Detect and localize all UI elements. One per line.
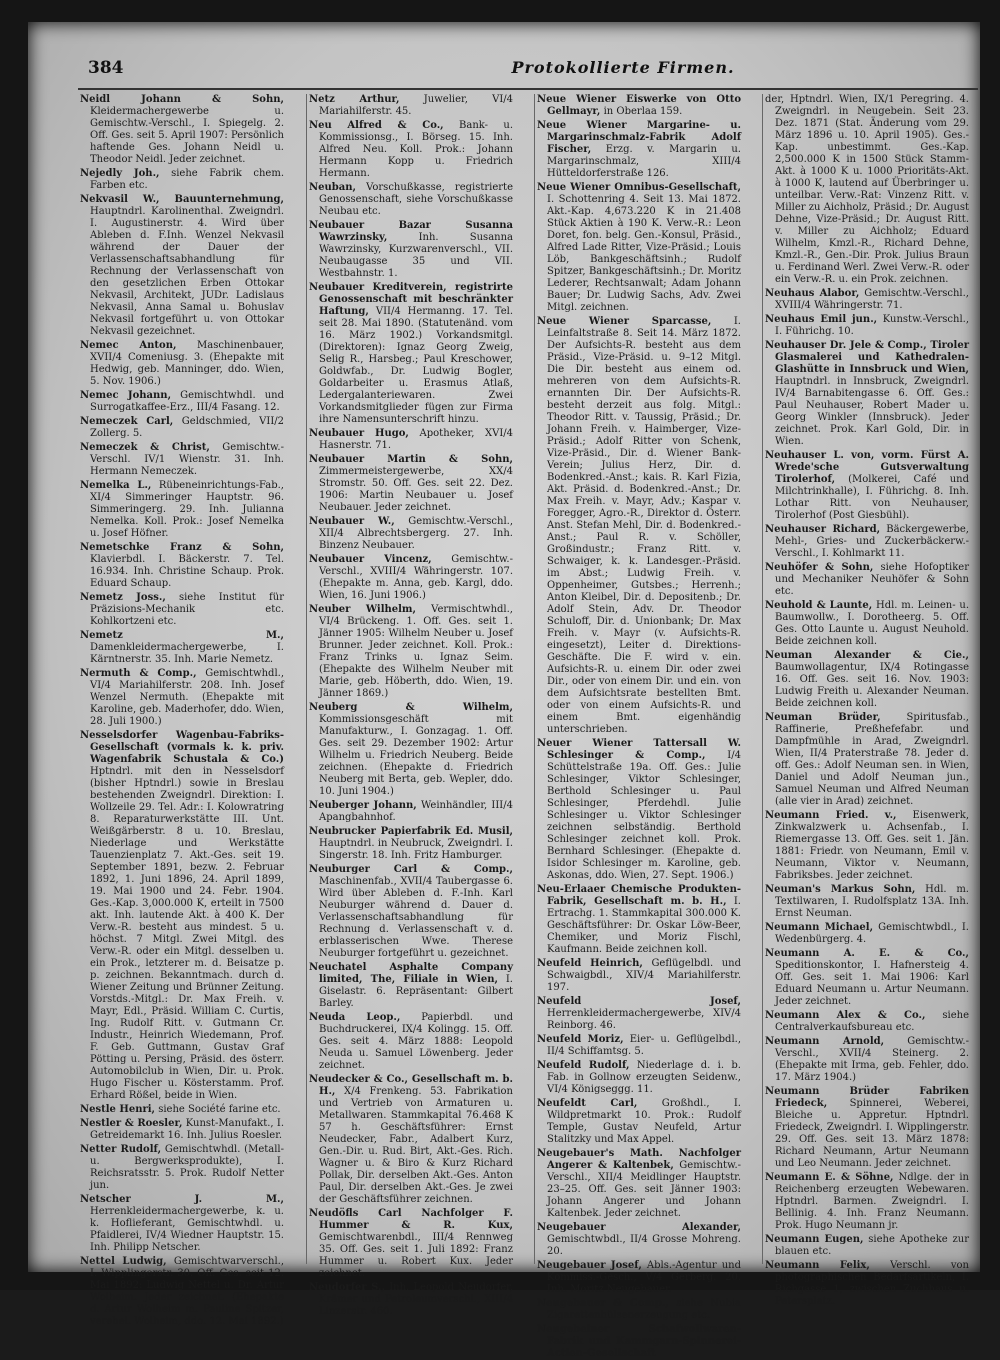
column-2: [306, 94, 517, 1317]
firm-details: Gemischtw.-Verschl. IV/1 Wienstr. 31. Inh. Hermann Nemeczek.: [90, 442, 284, 477]
directory-entry: [763, 948, 973, 1008]
firm-name: Neuban,: [309, 182, 356, 193]
firm-details: Maschinenbauer, XVII/4 Comeniusg. 3. (Ehepakte mit Hedwig, geb. Manninger, ddo. Wien, 5. Nov. 1906.): [90, 340, 284, 387]
firm-details: Gemischtw.-Verschl., XII/4 Albrechtsbergerg. 27. Inh. Binzenz Neubauer.: [319, 516, 513, 551]
directory-entry: [78, 194, 288, 338]
directory-entry: [763, 94, 973, 286]
directory-entry: [307, 1282, 517, 1318]
directory-entry: [307, 182, 517, 218]
directory-entry: [763, 884, 973, 920]
directory-entry: [78, 630, 288, 666]
firm-details: siehe Nubia Zigarettenhülsenerzeugung etc.: [547, 1298, 741, 1321]
column-1: [78, 94, 288, 1327]
firm-name: Neuhauser L. von, vorm. Fürst A. Wrede'sche Gutsverwaltung Tirolerhof,: [765, 450, 969, 485]
directory-entry: [763, 340, 973, 448]
directory-entry: [307, 516, 517, 552]
directory-entry: [535, 316, 745, 736]
firm-details: Gemischtwhdl. und Surrogatkaffee-Erz., III/4 Fasang. 12.: [90, 390, 284, 413]
firm-details: Speditionskontor, I. Hafnersteig 4. Off. Ges. seit 1. Mai 1906: Karl Eduard Neumann u. Artur Neumann. Jeder zeichnet.: [775, 960, 969, 1007]
firm-name: Neufeld Moriz,: [537, 1034, 624, 1045]
firm-name: Neufeld Heinrich,: [537, 958, 643, 969]
firm-name: Neu Alfred & Co.,: [309, 120, 444, 131]
firm-details: Herrenkleidermachergewerbe, k. u. k. Hoflieferant, Gemischtwhdl. u. Pfaidlerei, IV/4 Wiedner Hauptstr. 15. Inh. Philipp Netscher.: [90, 1206, 284, 1253]
directory-entry: [535, 996, 745, 1032]
directory-entry: [535, 1260, 745, 1296]
directory-entry: [535, 1148, 745, 1220]
firm-name: Neue Wiener Omnibus-Gesellschaft,: [537, 182, 741, 193]
directory-entry: [78, 668, 288, 728]
firm-name: Neumann A. E. & Co.,: [765, 948, 969, 959]
firm-details: Hauptndrl. in Neubruck, Zweigndrl. I. Singerstr. 18. Inh. Fritz Hamburger.: [319, 838, 513, 861]
firm-name: Neubauer W.,: [309, 516, 395, 527]
firm-details: siehe Hofoptiker und Mechaniker Neuhöfer & Sohn etc.: [775, 562, 969, 597]
firm-details: Kleidermachergewerbe u. Gemischtw.-Verschl., I. Spiegelg. 2. Off. Ges. seit 5. April 1907: Persönlich haftende Ges. Johann Neidl u. Theodor Neidl. Jeder zeichnet.: [90, 106, 284, 165]
column-4: [762, 94, 973, 1307]
firm-name: Neu-Erlaaer Chemische Produkten-Fabrik, Gesellschaft m. b. H.,: [537, 884, 741, 907]
firm-details: Vermischtwhdl., VI/4 Brückeng. 1. Off. Ges. seit 1. Jänner 1905: Wilhelm Neuber u. Josef Brunner. Jeder zeichnet. Koll. Prok.: Franz Trinks u. Ignaz Seim. (Ehepakte des Wilhelm Neuber mit Marie, geb. Höberth, ddo. Wien, 19. Jänner 1869.): [319, 604, 513, 699]
directory-entry: [763, 524, 973, 560]
firm-details: I/4 Schüttelstraße 19a. Off. Ges.: Julie Schlesinger, Viktor Schlesinger, Berthold Schlesinger u. Paul Schlesinger, Pferdehdl. Julie Schlesinger u. Viktor Schlesinger zeichnen selbständig. Berthold Schlesinger zeichnet koll. Prok. Bernhard Schlesinger. (Ehepakte d. Isidor Schlesinger m. Karoline, geb. Askonas, ddo. Wien, 27. Sept. 1906.): [547, 750, 741, 881]
firm-name: Neuberger Johann,: [309, 800, 417, 811]
firm-details: Gemischtwbdl., II/4 Grosse Mohreng. 20.: [547, 1234, 741, 1257]
firm-name: Nemeczek Carl,: [80, 416, 174, 427]
firm-details: Niederlage d. i. b. Fab. in Gollnow erzeugten Seidenw., VI/4 Königseggg. 11.: [547, 1060, 741, 1095]
firm-details: siehe Centralverkaufsbureau etc.: [775, 1010, 969, 1033]
page-header: [78, 48, 978, 90]
firm-details: Hdl. m. Leinen- u. Baumwollw., I. Dorotheerg. 5. Off. Ges. Otto Launte u. August Neuhold. Beide zeichnen koll.: [775, 600, 970, 647]
firm-name: Nemetschke Franz & Sohn,: [80, 542, 284, 553]
firm-name: Neidl Johann & Sohn,: [80, 94, 284, 105]
firm-details: in Oberlaa 159.: [603, 106, 683, 117]
directory-entry: [763, 1036, 973, 1084]
firm-details: Geldschmied, VII/2 Zollerg. 5.: [90, 416, 284, 439]
firm-name: Neumann Eugen,: [765, 1234, 864, 1245]
firm-name: Neugebauer & Comp.,: [537, 1298, 669, 1309]
directory-entry: [307, 864, 517, 960]
directory-entry: [535, 120, 745, 180]
firm-name: Neue Wiener Margarine- u. Margarinschmalz-Fabrik Adolf Fischer,: [537, 120, 741, 155]
directory-entry: [307, 826, 517, 862]
firm-name: Neuman Alexander & Cie.,: [765, 650, 969, 661]
firm-name: Netscher J. M.,: [80, 1194, 284, 1205]
firm-name: Neudöfls Carl Nachfolger F. Hummer & R. Kux,: [309, 1208, 513, 1231]
firm-name: Nesselsdorfer Wagenbau-Fabriks-Gesellschaft (vormals k. k. priv. Wagenfabrik Schustala & Co.): [80, 730, 284, 765]
firm-details: Bäckergewerbe, Mehl-, Gries- und Zuckerbäckerw.-Verschl., I. Kohlmarkt 11.: [775, 524, 969, 559]
directory-entry: [535, 958, 745, 994]
firm-details: siehe Apotheke zur blauen etc.: [775, 1234, 969, 1257]
directory-entry: [535, 94, 745, 118]
firm-details: Rübeneinrichtungs-Fab., XI/4 Simmeringer Hauptstr. 96. Simmeringerg. 29. Inh. Julianna Nemelka. Koll. Prok.: Josef Nemelka u. Josef Höfner.: [90, 480, 284, 539]
firm-name: Neuhaus Emil jun.,: [765, 314, 878, 325]
firm-details: I. Leinfaltstraße 8. Seit 14. März 1872. Der Aufsichts-R. besteht aus dem Präsid., Vize-Präsid. u. 9–12 Mitgl. Die Dir. besteht aus einem od. mehreren von dem Aufsichts-R. ernannten Dir. Der Aufsichts-R. besteht derzeit aus folg. Mitgl.: Theodor Ritt. v. Taussig, Präsid.; Dr. Johann Freih. v. Haimberger, Vize-Präsid.; Adolf Ritter von Schenk, Vize-Präsid., Dir. d. Wiener Bank-Verein; Julius Herz, Dir. d. Bodenkred.-Anst.; kais. R. Karl Fizia, Akt. Präsid. d. Bodenkred.-Anst.; Dr. Max Freih. v. Mayr, Adv.; Kaspar v. Foregger, Agro.-R., Direktor d. Österr. Anst. Stefan Mehl, Dir. d. Bodenkred.-Anst.; Paul R. v. Schöller, Großindustr.; Franz Ritt. v. Schwaiger, k. k. Landesger.-Präsid. im Abst.; Ludwig Freih. v. Oppenheimer, Gutsbes.; Herrenh.; Anton Kleibel, Dir. d. Depositenb.; Dr. Adolf Stein, Adv. Dr. Theodor Schuloff, Dir. d. Unionbank; Dr. Max Freih. v. Mayr (v. Aufsichts-R. eingesetzt), Leiter d. Direktions-Geschäfte. Die F. wird v. ein. Aufsichts-R. u. einem Dir. oder zwei Dir., oder von einem Dir. und ein. von dem Aufsichtsrate bestellten Bmt. oder von einem Aufsichts-R. und einem Bmt. eigenhändig unterschrieben.: [547, 316, 741, 735]
firm-details: Gemischtwarverschl., I. Wipplingerstr. 30. Off. Ges. seit 12. Mai 1892: Ludwig Nettel u. Dr. Artur Wolheim. Jeder zeichnet. (Ehepakte d. Artur Wolheim m. Pauline Spitzer, verehel. Wolheim, ddo. 12. Mai 1892.): [90, 1256, 284, 1327]
firm-details: siehe Société farine etc.: [158, 1104, 281, 1115]
firm-details: Gemischtwhdl., VI/4 Mariahilferstr. 208. Inh. Josef Wenzel Nermuth. (Ehepakte mit Karoline, geb. Maderhofer, ddo. Wien, 28. Juli 1900.): [90, 668, 285, 727]
firm-name: Neuberg & Wilhelm,: [309, 702, 513, 713]
directory-entry: [307, 800, 517, 824]
directory-entry: [307, 282, 517, 426]
directory-entry: [78, 1256, 288, 1328]
firm-details: Eier- u. Geflügelbdl., II/4 Schiffamtsg. 5.: [547, 1034, 741, 1057]
firm-details: Großhdl., I. Wildpretmarkt 10. Prok.: Rudolf Temple, Gustav Neufeld, Artur Stalitzky und Max Appel.: [547, 1098, 741, 1145]
firm-details: Zimmermeistergewerbe, XX/4 Stromstr. 50. Off. Ges. seit 22. Dez. 1906: Martin Neubauer u. Josef Neubauer. Jeder zeichnet.: [319, 466, 513, 513]
directory-entry: [78, 1194, 288, 1254]
firm-name: Neumann Brüder Fabriken Friedeck,: [765, 1086, 969, 1109]
directory-entry: [307, 962, 517, 1010]
firm-name: Neuman Brüder,: [765, 712, 881, 723]
firm-details: Geflügelbdl. und Schwaigbdl., XIV/4 Mariahilferstr. 197.: [547, 958, 741, 993]
directory-entry: [535, 1060, 745, 1096]
firm-details: X/4 Frenkeng. 53. Fabrikation und Vertrieb von Armaturen u. Metallwaren. Stammkapital 76.468 K 57 h. Geschäftsführer: Ernst Neudecker, Fabr., Adalbert Kurz, Gen.-Dir. u. Rud. Birt, Akt.-Ges. Rich. Wagner u. & Biro & Kurz Richard Pollak, Dir. derselben Akt.-Ges. Anton Paul, Dir. derselben Akt.-Ges. Je zwei der Geschäftsführer zeichnen.: [319, 1086, 513, 1205]
firm-name: Nettel Ludwig,: [80, 1256, 167, 1267]
directory-entry: [307, 1074, 517, 1206]
firm-details: siehe Institut für Präzisions-Mechanik etc. Kohlkortzeni etc.: [90, 592, 284, 627]
firm-name: Neumann Arnold,: [765, 1036, 885, 1047]
directory-entry: [307, 1208, 517, 1280]
directory-entry: [763, 1086, 973, 1170]
directory-entry: [78, 1118, 288, 1142]
firm-name: Neudecker & Co., Gesellschaft m. b. H.,: [309, 1074, 513, 1097]
firm-details: Gemischtwhdl. (Metall- u. Bergwerksprodukte), I. Reichsratsstr. 5. Prok. Rudolf Netter jun.: [90, 1144, 284, 1191]
firm-name: Neubauer Kreditverein, registrirte Genossenschaft mit beschränkter Haftung,: [309, 282, 513, 317]
firm-name: Neugebauer Alexander,: [537, 1222, 741, 1233]
firm-details: Hauptndrl. in Innsbruck, Zweigndrl. IV/4 Barnabitengasse 6. Off. Ges.: Paul Neuhauser, Robert Mader u. Georg Winkler (Innsbruck). Jeder zeichnet. Prok. Karl Gold, Dir. in Wien.: [775, 376, 969, 447]
directory-entry: [78, 340, 288, 388]
firm-details: Inh. Susanna Wawrzinsky, Kurzwarenverschl., VII. Neubaugasse 35 und VII. Westbahnstr. 1.: [319, 232, 513, 279]
firm-name: Neufeld Rudolf,: [537, 1060, 630, 1071]
firm-details: Gemischtwbdl., I. Wedenbürgerg. 4.: [775, 922, 969, 945]
firm-details: I. Giselastr. 6. Repräsentant: Gilbert Barley.: [319, 974, 513, 1009]
firm-name: Neugebeiner Schafwollwaren-Fabrik und Kammgarn-Spinnerei-Actien-Gesellschaft: [537, 1324, 741, 1359]
firm-name: Neuhaus Alabor,: [765, 288, 860, 299]
directory-entry: [307, 454, 517, 514]
firm-name: Netter Rudolf,: [80, 1144, 162, 1155]
firm-details: Gemischtw.-Verschl., XVII/4 Steinerg. 2. (Ehepakte mit Irma, geb. Fehler, ddo. 17. März 1904.): [775, 1036, 969, 1083]
directory-entry: [535, 1298, 745, 1322]
directory-entry: [78, 1144, 288, 1192]
firm-name: Neumann Alex & Co.,: [765, 1010, 926, 1021]
firm-name: Nestle Henri,: [80, 1104, 156, 1115]
directory-entry: [763, 1260, 973, 1308]
firm-name: Neubauer Martin & Sohn,: [309, 454, 513, 465]
firm-details: Juwelier, VI/4 Mariahilferstr. 45.: [319, 94, 514, 117]
firm-details: Vorschußkasse, registrierte Genossenschaft, siehe Vorschußkasse Neubau etc.: [319, 182, 513, 217]
firm-details: Abls.-Agentur und Kommiss.-Gesch., V/4 Gerberg. 20. Inh. Moritz Neugebauer.: [547, 1260, 741, 1295]
directory-entry: [78, 1104, 288, 1116]
directory-entry: [535, 884, 745, 956]
directory-entry: [78, 442, 288, 478]
directory-entry: [78, 730, 288, 1102]
directory-entry: [307, 1012, 517, 1072]
firm-details: Apotheker, XVI/4 Hasnerstr. 71.: [319, 428, 514, 451]
firm-details: Inh. Leopold Neudorfer, Krämer und Petroleumverschl., XIII/4 Linzerstr. 460.: [319, 1282, 513, 1317]
firm-details: Weinhändler, III/4 Apangbahnhof.: [319, 800, 513, 823]
firm-name: Nemec Anton,: [80, 340, 177, 351]
firm-details: Gemischtw.-Verschl., XVIII/4 Währingerstr. 71.: [775, 288, 969, 311]
firm-name: Nermuth & Comp.,: [80, 668, 197, 679]
column-3: [534, 94, 745, 1359]
firm-details: Maschinenfab., XVII/4 Taubergasse 6. Wird über Ableben d. F.-Inh. Karl Neuburger während d. Dauer d. Verlassenschaftsabhandlung für Rechnung d. Verlassenschaft v. d. erblasserischen Wwe. Therese Neuburger fortgeführt u. gezeichnet.: [319, 876, 513, 959]
firm-name: Neubrucker Papierfabrik Ed. Musil,: [309, 826, 513, 837]
firm-details: Kunstw.-Verschl., I. Führichg. 10.: [775, 314, 969, 337]
firm-name: Nemetz M.,: [80, 630, 284, 641]
directory-entry: [307, 428, 517, 452]
directory-entry: [763, 1172, 973, 1232]
firm-name: Neuhauser Richard,: [765, 524, 881, 535]
firm-details: Hauptndrl. Karolinenthal. Zweigndrl. I. Augustinerstr. 4. Wird über Ableben d. F.Inh. Wenzel Nekvasil während der Dauer der Verlassenschaftsabhandlung für Rechnung der Verlassenschaft von den gesetzlichen Erben Ottokar Nekvasil, Architekt, JUDr. Ladislaus Nekvasil, Anna Samal u. Bohuslav Nekvasil fortgeführt u. von Ottokar Nekvasil gezeichnet.: [90, 206, 284, 337]
firm-details: Hdl. m. Textilwaren, I. Rudolfsplatz 13A. Inh. Ernst Neuman.: [775, 884, 969, 919]
directory-entry: [78, 390, 288, 414]
firm-details: Ndlge. der in Reichenberg erzeugten Webewaren. Hptndrl. Barmen. Zweigndrl. I. Bellinig. 4. Inh. Franz Neumann. Prok. Hugo Neumann jr.: [775, 1172, 969, 1231]
directory-entry: [307, 120, 517, 180]
firm-details: VII/4 Hermanng. 17. Tel. seit 28. Mai 1890. (Statutenänd. vom 16. März 1902.) Vorkandsmitgl. (Direktoren): Ignaz Georg Zweig, Selig R., Harsbeg.; Paul Kreschower, Goldwfab., Dr. Ludwig Bogler, Goldarbeiter u. Erasmus Atlaß, Ledergalanteriewaren. Zwei Vorkandsmitglieder fügen zur Firma ihre Namensunterschrift hinzu.: [319, 306, 513, 425]
firm-name: Nemetz Joss.,: [80, 592, 166, 603]
firm-name: Neuer Wiener Tattersall W. Schlesinger & Comp.,: [537, 738, 741, 761]
firm-details: Kommissionsgeschäft mit Manufakturw., I. Gonzagag. 1. Off. Ges. seit 29. Dezember 1902: Artur Wilhelm u. Friedrich Neuberg. Beide zeichnen. (Ehepakte d. Friedrich Neuberg mit Berta, geb. Wepler, ddo. 10. Juni 1904.): [319, 714, 513, 797]
directory-entry: [78, 542, 288, 590]
directory-entry: [763, 810, 973, 882]
firm-details: Bank- u. Kommissionsg., I. Börseg. 15. Inh. Alfred Neu. Koll. Prok.: Johann Hermann Kopp u. Friedrich Hermann.: [319, 120, 513, 179]
firm-name: Nemelka L.,: [80, 480, 152, 491]
firm-name: Neubauer Vincenz,: [309, 554, 432, 565]
firm-name: Neue Wiener Sparcasse,: [537, 316, 712, 327]
firm-details: siehe Fabrik chem. Farben etc.: [90, 168, 285, 191]
firm-details: Spinnerei, Weberei, Bleiche u. Appretur. Hptndrl. Friedeck, Zweigndrl. I. Wipplingerstr. 29. Off. Ges. seit 13. März 1878: Richard Neumann, Artur Neumann und Leo Neumann. Jeder zeichnet.: [775, 1098, 969, 1169]
firm-details: Verschl. von photographischen Bedarfsartikeln, I. Richgasse 1, zwischen Zuchhaus u. Petersplatz.: [775, 1260, 970, 1307]
directory-entry: [307, 220, 517, 280]
directory-entry: [78, 592, 288, 628]
firm-details: I. Schottenring 4. Seit 13. Mai 1872. Akt.-Kap. 4,673.220 K in 21.408 Stück Aktien à 190 K. Verw.-R.: Leon Doret, fon. belg. Gen.-Konsul, Präsid., Alfred Lade Ritter, Vize-Präsid.; Louis Löb, Bankgeschäftsinh.; Rudolf Spitzer, Bankgeschäftsinh.; Dr. Moritz Lederer, Rechtsanwalt; Adam Johann Bauer; Dr. Ludwig Sachs, Adv. Zwei Mitgl. zeichnen.: [547, 194, 741, 313]
directory-entry: [535, 1324, 745, 1360]
firm-name: Neufeldt Carl,: [537, 1098, 638, 1109]
firm-name: Neubauer Hugo,: [309, 428, 409, 439]
firm-name: Neuburger Carl & Comp.,: [309, 864, 513, 875]
firm-name: Neuchatel Asphalte Company limited, The, Filiale in Wien,: [309, 962, 513, 985]
firm-name: Neugebauer's Math. Nachfolger Angerer & Kaltenbek,: [537, 1148, 741, 1171]
directory-entry: [307, 702, 517, 798]
firm-name: Nemeczek & Christ,: [80, 442, 210, 453]
firm-name: Neuman's Markus Sohn,: [765, 884, 916, 895]
directory-entry: [763, 712, 973, 808]
firm-name: Netz Arthur,: [309, 94, 400, 105]
directory-entry: [307, 94, 517, 118]
directory-entry: [307, 554, 517, 602]
firm-name: Neue Wiener Eiswerke von Otto Gellmayr,: [537, 94, 741, 117]
directory-entry: [763, 450, 973, 522]
firm-details: der, Hptndrl. Wien, IX/1 Peregring. 4. Zweigndrl. in Neugebein. Seit 23. Dez. 1871 (Stat. Änderung vom 29. März 1896 u. 10. April 1905). Ges.-Kap. unbestimmt. Ges.-Kap. 2,500.000 K in 1500 Stück Stamm-Akt. à 1000 K u. 1000 Prioritäts-Akt. à 1000 K, lautend auf Überbringer u. unteilbar. Verw.-Rat: Vinzenz Ritt. v. Miller zu Aichholz, Präsid.; Dr. August Dehne, Vize-Präsid.; Dr. August Ritt. v. Miller zu Aichholz; Eduard Wilhelm, Kmzl.-R., Richard Dehne, Kmzl.-R., Gen.-Dir. Prok. Julius Braun u. Ferdinand Werl. Zwei Verw.-R. oder ein Verw.-R. u. ein Prok. zeichnen.: [765, 94, 969, 285]
directory-entry: [763, 314, 973, 338]
firm-details: Erzg. v. Margarin u. Margarinschmalz, XIII/4 Hütteldorferstraße 126.: [547, 144, 741, 179]
directory-entry: [763, 922, 973, 946]
directory-entry: [78, 168, 288, 192]
directory-entry: [763, 1010, 973, 1034]
firm-name: Nekvasil W., Bauunternehmung,: [80, 194, 284, 205]
firm-name: Neuda Leop.,: [309, 1012, 401, 1023]
directory-entry: [78, 480, 288, 540]
firm-details: Klavierbdl. I. Bäckerstr. 7. Tel. 16.934. Inh. Christine Schaup. Prok. Eduard Schaup.: [90, 554, 284, 589]
firm-details: Herrenkleidermachergewerbe, XIV/4 Reinborg. 46.: [547, 1008, 741, 1031]
firm-name: Neubauer Bazar Susanna Wawrzinsky,: [309, 220, 513, 243]
firm-details: Kunst-Manufakt., I. Getreidemarkt 16. Inh. Julius Roesler.: [90, 1118, 284, 1141]
firm-name: Neuhauser Dr. Jele & Comp., Tiroler Glasmalerei und Kathedralen-Glashütte in Innsbruck und Wien,: [765, 340, 969, 375]
firm-details: Baumwollagentur, IX/4 Rotingasse 16. Off. Ges. seit 16. Nov. 1903: Ludwig Freith u. Alexander Neuman. Beide zeichnen koll.: [775, 662, 969, 709]
directory-entry: [763, 650, 973, 710]
directory-entry: [535, 738, 745, 882]
directory-entry: [763, 600, 973, 648]
directory-page: [28, 22, 980, 1359]
firm-name: Neuhold & Launte,: [765, 600, 873, 611]
firm-name: Neumann Michael,: [765, 922, 874, 933]
firm-details: Gemischtwarenbdl., III/4 Rennweg 35. Off. Ges. seit 1. Juli 1892: Franz Hummer u. Robert Kux. Jeder zeichnet.: [319, 1232, 513, 1279]
directory-columns: [78, 94, 978, 1359]
firm-name: Nestler & Roesler,: [80, 1118, 183, 1129]
firm-details: Spiritusfab., Raffinerie, Preßhefefabr. und Dampfmühle in Arad, Zweigndrl. Wien, II/4 Praterstraße 78. Jeder d. off. Ges.: Adolf Neuman sen. in Wien, Daniel und Adolf Neuman jun., Samuel Neuman und Alfred Neuman (alle vier in Arad) zeichnet.: [775, 712, 969, 807]
running-title: Protokollierte Firmen.: [511, 58, 735, 77]
firm-name: Neudorfer S.,: [309, 1282, 385, 1293]
directory-entry: [763, 1234, 973, 1258]
firm-name: Neugebauer Josef,: [537, 1260, 642, 1271]
firm-name: Neumann Fried. v.,: [765, 810, 897, 821]
directory-entry: [535, 1222, 745, 1258]
firm-name: Nemec Johann,: [80, 390, 172, 401]
firm-details: Eisenwerk, Zinkwalzwerk u. Achsenfab., I. Riemergasse 13. Off. Ges. seit 1. Jän. 1881: Friedr. von Neumann, Emil v. Neumann, Viktor v. Neumann, Fabriksbes. Jeder zeichnet.: [775, 810, 969, 881]
firm-details: Gemischtw.-Verschl., XVIII/4 Währingerstr. 107. (Ehepakte m. Anna, geb. Kargl, ddo. Wien, 16. Juni 1906.): [319, 554, 513, 601]
directory-entry: [535, 182, 745, 314]
firm-details: I. Ertrachg. 1. Stammkapital 300.000 K. Geschäftsführer: Dr. Oskar Löw-Beer, Chemiker, und Moriz Fischl, Kaufmann. Beide zeichnen koll.: [547, 896, 741, 955]
directory-entry: [307, 604, 517, 700]
firm-name: Nejedly Joh.,: [80, 168, 160, 179]
directory-entry: [763, 288, 973, 312]
firm-name: Neufeld Josef,: [537, 996, 741, 1007]
directory-entry: [535, 1098, 745, 1146]
firm-name: Neuber Wilhelm,: [309, 604, 416, 615]
firm-details: Damenkleidermachergewerbe, I. Kärntnerstr. 35. Inh. Marie Nemetz.: [90, 642, 284, 665]
firm-details: Hptndrl. mit den in Nesselsdorf (bisher Hptndrl.) sowie in Breslau bestehenden Zweigndrl. Direktion: I. Wollzeile 29. Tel. Adr.: I. Kolowratring 8. Reparaturwerkstätte III. Unt. Weißgärberstr. 8 u. 10. Breslau, Niederlage und Werkstätte Tauenzienplatz 7. Akt.-Ges. seit 19. September 1891, bezw. 2. Februar 1892, 1. Juni 1896, 24. April 1899, 19. Mai 1900 und 24. Febr. 1904. Ges.-Kap. 3,000.000 K, erteilt in 7500 akt. Inh. lautende Akt. à 400 K. Der Verw.-R. besteht aus mindest. 5 u. höchst. 7 Mitgl. Zwei Mitgl. des Verw.-R. oder ein Mitgl. desselben u. ein Prok., letzterer m. d. Beisatze p. p. zeichnen. Bekanntmach. durch d. Wiener Zeitung und Brünner Zeitung. Vorstds.-Mitgl.: Dr. Max Freih. v. Mayr, Edl., Präsid. William C. Curtis, Ing. Rudolf Ritt. v. Gutmann Cr. Industr., Heinrich Wiedemann, Prof. F. Geb. Guttmann, Gustav Graf Pötting u. Persing, Präsid. des österr. Automobilclub in Wien, Dir. u. Prok. Hugo Fischer u. Kösterstamm. Prof. Erhard Rößel, beide in Wien.: [90, 766, 284, 1101]
directory-entry: [78, 94, 288, 166]
firm-details: Gemischtw.-Verschl., XII/4 Meidlinger Hauptstr. 23–25. Off. Ges. seit Jänner 1903: Johann Angerer und Johann Kaltenbek. Jeder zeichnet.: [547, 1160, 742, 1219]
page-number: 384: [88, 58, 124, 78]
firm-name: Neumann Felix,: [765, 1260, 870, 1271]
firm-details: (Molkerei, Café und Milchtrinkhalle), I. Führichg. 8. Inh. Lothar Ritt. von Neuhauser, Tirolerhof (Post Giesbühl).: [775, 474, 969, 521]
firm-details: Papierbdl. und Buchdruckerei, IX/4 Kolingg. 15. Off. Ges. seit 4. März 1888: Leopold Neuda u. Samuel Löwenberg. Jeder zeichnet.: [319, 1012, 513, 1071]
directory-entry: [763, 562, 973, 598]
directory-entry: [535, 1034, 745, 1058]
firm-name: Neumann E. & Söhne,: [765, 1172, 894, 1183]
directory-entry: [78, 416, 288, 440]
firm-name: Neuhöfer & Sohn,: [765, 562, 874, 573]
